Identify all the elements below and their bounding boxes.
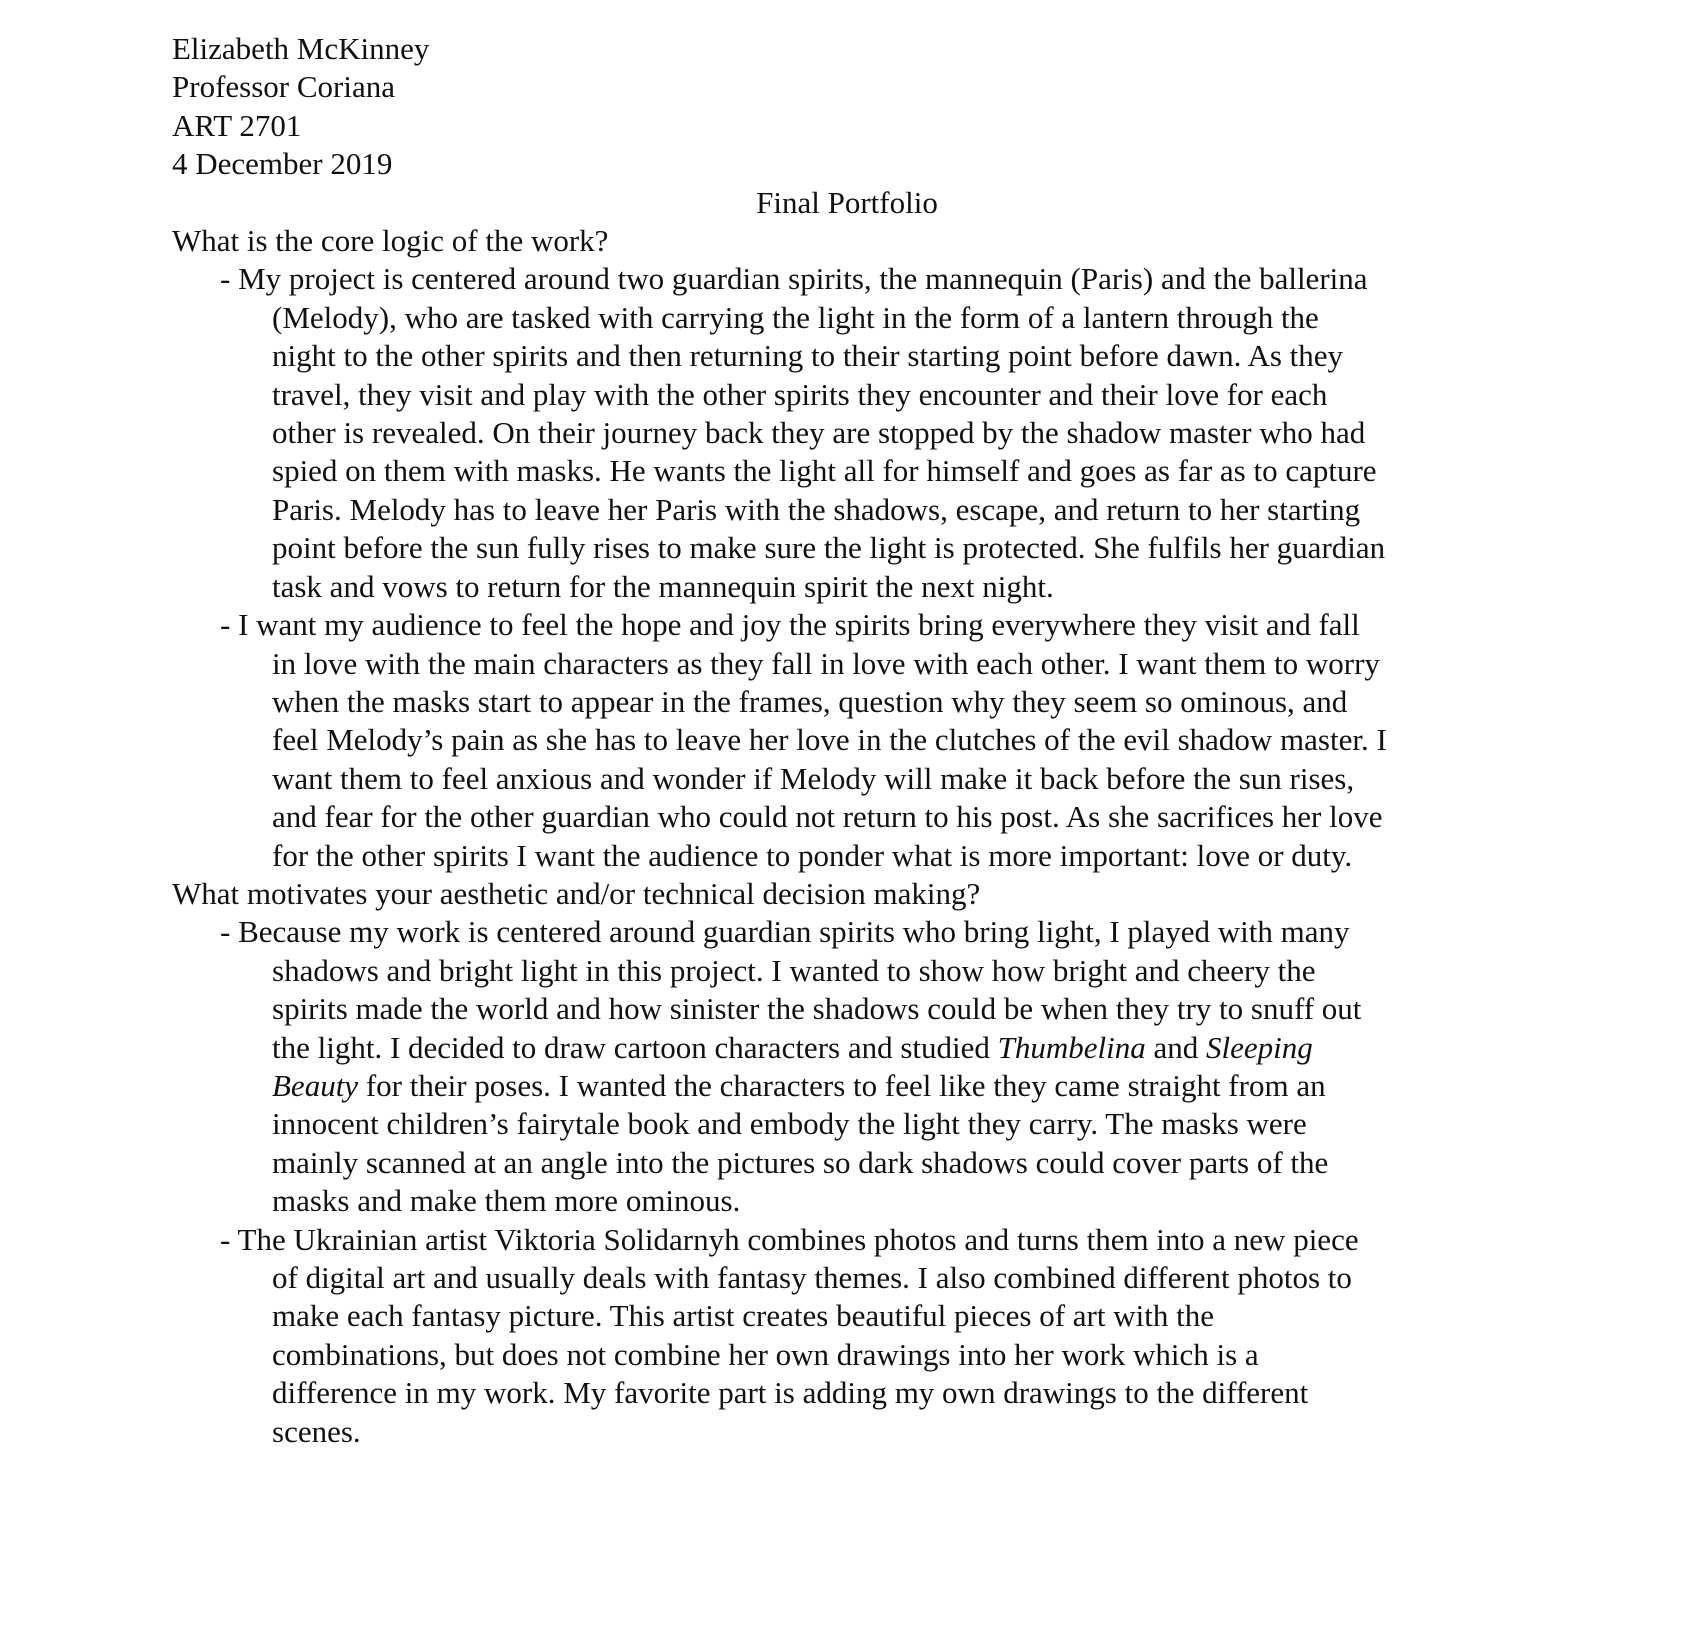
bullet-line: in love with the main characters as they fall in love with each other. I want them to worry — [272, 645, 1380, 681]
bullet-line-with-italics — [272, 1067, 1502, 1105]
author-name: Elizabeth McKinney — [172, 31, 430, 66]
bullet-line: - The Ukrainian artist Viktoria Solidarnyh combines photos and turns them into a new piece — [220, 1221, 1359, 1257]
bullet-line: want them to feel anxious and wonder if Melody will make it back before the sun rises, — [272, 760, 1355, 796]
bullet-line: shadows and bright light in this project. I wanted to show how bright and cheery the — [272, 952, 1316, 988]
bullet-line-with-italics — [272, 1029, 1502, 1067]
bullet-line: spied on them with masks. He wants the light all for himself and goes as far as to capture — [272, 453, 1377, 489]
section-question: What motivates your aesthetic and/or technical decision making? — [172, 875, 981, 911]
bullet-line: difference in my work. My favorite part is adding my own drawings to the different — [272, 1375, 1309, 1411]
bullet-line: when the masks start to appear in the frames, question why they seem so ominous, and — [272, 683, 1348, 719]
italic-title: Sleeping — [1206, 1029, 1313, 1065]
bullet-line: make each fantasy picture. This artist creates beautiful pieces of art with the — [272, 1298, 1214, 1334]
bullet-line: other is revealed. On their journey back they are stopped by the shadow master who had — [272, 415, 1366, 451]
bullet-line: of digital art and usually deals with fantasy themes. I also combined different photos to — [272, 1260, 1352, 1295]
course-code: ART 2701 — [172, 107, 302, 143]
bullet-line: Paris. Melody has to leave her Paris with the shadows, escape, and return to her starting — [272, 491, 1361, 527]
document-body — [172, 30, 1502, 1451]
bullet-line: combinations, but does not combine her own drawings into her work which is a — [272, 1336, 1259, 1372]
bullet-line: - My project is centered around two guardian spirits, the mannequin (Paris) and the ballerina — [220, 261, 1368, 297]
section-question: What is the core logic of the work? — [172, 223, 609, 259]
document-title: Final Portfolio — [756, 184, 938, 220]
professor-name: Professor Coriana — [172, 69, 395, 105]
bullet-line: masks and make them more ominous. — [272, 1183, 741, 1219]
bullet-line: - I want my audience to feel the hope and joy the spirits bring everywhere they visit and fall — [220, 607, 1360, 643]
bullet-line: task and vows to return for the mannequin spirit the next night. — [272, 568, 1054, 604]
bullet-line: innocent children’s fairytale book and embody the light they carry. The masks were — [272, 1106, 1307, 1142]
bullet-line: - Because my work is centered around guardian spirits who bring light, I played with many — [220, 914, 1350, 950]
bullet-line: night to the other spirits and then returning to their starting point before dawn. As they — [272, 338, 1344, 374]
bullet-line: feel Melody’s pain as she has to leave her love in the clutches of the evil shadow master. I — [272, 722, 1387, 758]
italic-title: Thumbelina — [997, 1029, 1146, 1065]
text-run: the light. I decided to draw cartoon characters and studied — [272, 1029, 998, 1065]
bullet-line: point before the sun fully rises to make sure the light is protected. She fulfils her guardian — [272, 530, 1386, 566]
text-run: for their poses. I wanted the characters to feel like they came straight from an — [358, 1067, 1326, 1103]
text-run: and — [1145, 1029, 1207, 1065]
document-date: 4 December 2019 — [172, 146, 393, 182]
bullet-line: scenes. — [272, 1413, 361, 1449]
italic-title: Beauty — [272, 1067, 359, 1103]
bullet-line: mainly scanned at an angle into the pictures so dark shadows could cover parts of the — [272, 1144, 1329, 1180]
bullet-line: for the other spirits I want the audience to ponder what is more important: love or duty. — [272, 837, 1353, 873]
bullet-line: and fear for the other guardian who could not return to his post. As she sacrifices her love — [272, 799, 1383, 835]
bullet-line: spirits made the world and how sinister the shadows could be when they try to snuff out — [272, 991, 1362, 1027]
bullet-line: (Melody), who are tasked with carrying the light in the form of a lantern through the — [272, 299, 1319, 335]
bullet-line: travel, they visit and play with the other spirits they encounter and their love for each — [272, 376, 1328, 412]
